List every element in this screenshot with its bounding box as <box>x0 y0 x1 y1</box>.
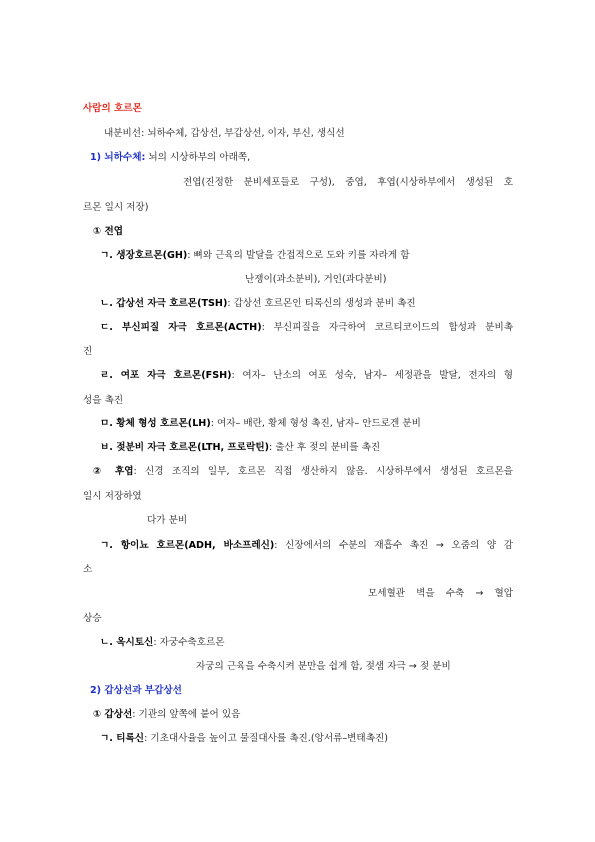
hormone-fsh-continuation: 성을 촉진 <box>83 395 124 406</box>
back-lobe-continuation: 일시 저장하였 <box>83 491 142 502</box>
hormone-adh-continuation-2: 모세혈관 벽을 수축 → 혈압 <box>368 588 513 599</box>
hormone-thyroxine-text: : 기초대사율을 높이고 물질대사를 촉진.(앙서류–변태촉진) <box>144 733 388 744</box>
back-lobe-text: : 신경 조직의 일부, 호르몬 직접 생산하지 않음. 시상하부에서 생성된 호르몬을 <box>133 466 514 477</box>
section-2-heading: 2) 갑상선과 부갑상선 <box>90 685 182 696</box>
hormone-gh-text: : 뼈와 근육의 발달을 간접적으로 도와 키를 자라게 함 <box>187 250 410 261</box>
hormone-adh <box>100 540 513 552</box>
hormone-acth-text: : 부신피질을 자극하여 코르티코이드의 합성과 분비촉 <box>261 322 513 333</box>
hormone-thyroxine <box>100 733 388 745</box>
hormone-fsh <box>100 370 513 382</box>
back-lobe-heading <box>93 466 513 478</box>
front-lobe-heading: ① 전엽 <box>93 226 123 237</box>
hormone-oxytocin-text: : 자궁수축호르몬 <box>153 637 225 648</box>
hormone-oxytocin <box>100 637 224 649</box>
hormone-gh <box>100 250 410 262</box>
back-lobe-label: ② 후엽 <box>93 466 134 477</box>
section-1-text: 뇌의 시상하부의 아래쪽, <box>145 152 251 163</box>
hormone-acth-continuation: 진 <box>83 346 93 357</box>
hormone-oxytocin-label: ㄴ. 옥시토신 <box>100 637 154 648</box>
thyroid-text: : 기관의 앞쪽에 붙어 있음 <box>132 709 241 720</box>
hormone-adh-text: : 신장에서의 수분의 재흡수 촉진 → 오줌의 양 감 <box>274 540 513 551</box>
hormone-gh-label: ㄱ. 생장호르몬(GH) <box>100 250 188 261</box>
hormone-acth-label: ㄷ. 부신피질 자극 호르몬(ACTH) <box>100 322 262 333</box>
hormone-lh-label: ㅁ. 황체 형성 호르몬(LH) <box>100 418 211 429</box>
hormone-acth <box>100 322 513 334</box>
hormone-lh-text: : 여자– 배란, 황체 형성 촉진, 남자– 안드로겐 분비 <box>210 418 421 429</box>
hormone-adh-continuation: 소 <box>83 564 93 575</box>
hormone-fsh-text: : 여자– 난소의 여포 성숙, 남자– 세정관을 발달, 전자의 형 <box>231 370 513 381</box>
section-1-continuation-2: 르몬 일시 저장) <box>83 202 149 213</box>
intro-line: 내분비선: 뇌하수체, 갑상선, 부갑상선, 이자, 부신, 생식선 <box>104 128 345 139</box>
back-lobe-continuation-2: 다가 분비 <box>147 515 188 526</box>
hormone-tsh <box>100 298 416 310</box>
hormone-lth-label: ㅂ. 젖분비 자극 호르몬(LTH, 프로락틴) <box>100 442 269 453</box>
hormone-fsh-label: ㄹ. 여포 자극 호르몬(FSH) <box>100 370 232 381</box>
hormone-tsh-text: : 갑상선 호르몬인 티록신의 생성과 분비 촉진 <box>227 298 416 309</box>
hormone-oxytocin-continuation: 자궁의 근육을 수축시켜 분만을 쉽게 함, 젖샘 자극 → 젖 분비 <box>196 661 451 672</box>
hormone-lh <box>100 418 421 430</box>
hormone-lth <box>100 442 380 454</box>
section-1-heading <box>90 152 250 164</box>
section-1-continuation: 전엽(진정한 분비세포들로 구성), 중엽, 후엽(시상하부에서 생성된 호 <box>183 177 513 188</box>
thyroid-heading <box>93 709 240 721</box>
hormone-adh-label: ㄱ. 항이뇨 호르몬(ADH, 바소프레신) <box>100 540 275 551</box>
hormone-adh-continuation-3: 상승 <box>83 613 102 624</box>
thyroid-label: ① 갑상선 <box>93 709 133 720</box>
hormone-gh-continuation: 난쟁이(과소분비), 거인(과다분비) <box>245 274 387 285</box>
section-1-label: 1) 뇌하수체: <box>90 152 146 163</box>
hormone-lth-text: : 출산 후 젖의 분비를 촉진 <box>269 442 381 453</box>
document-title: 사람의 호르몬 <box>83 103 142 114</box>
hormone-thyroxine-label: ㄱ. 티록신 <box>100 733 145 744</box>
hormone-tsh-label: ㄴ. 갑상선 자극 호르몬(TSH) <box>100 298 228 309</box>
